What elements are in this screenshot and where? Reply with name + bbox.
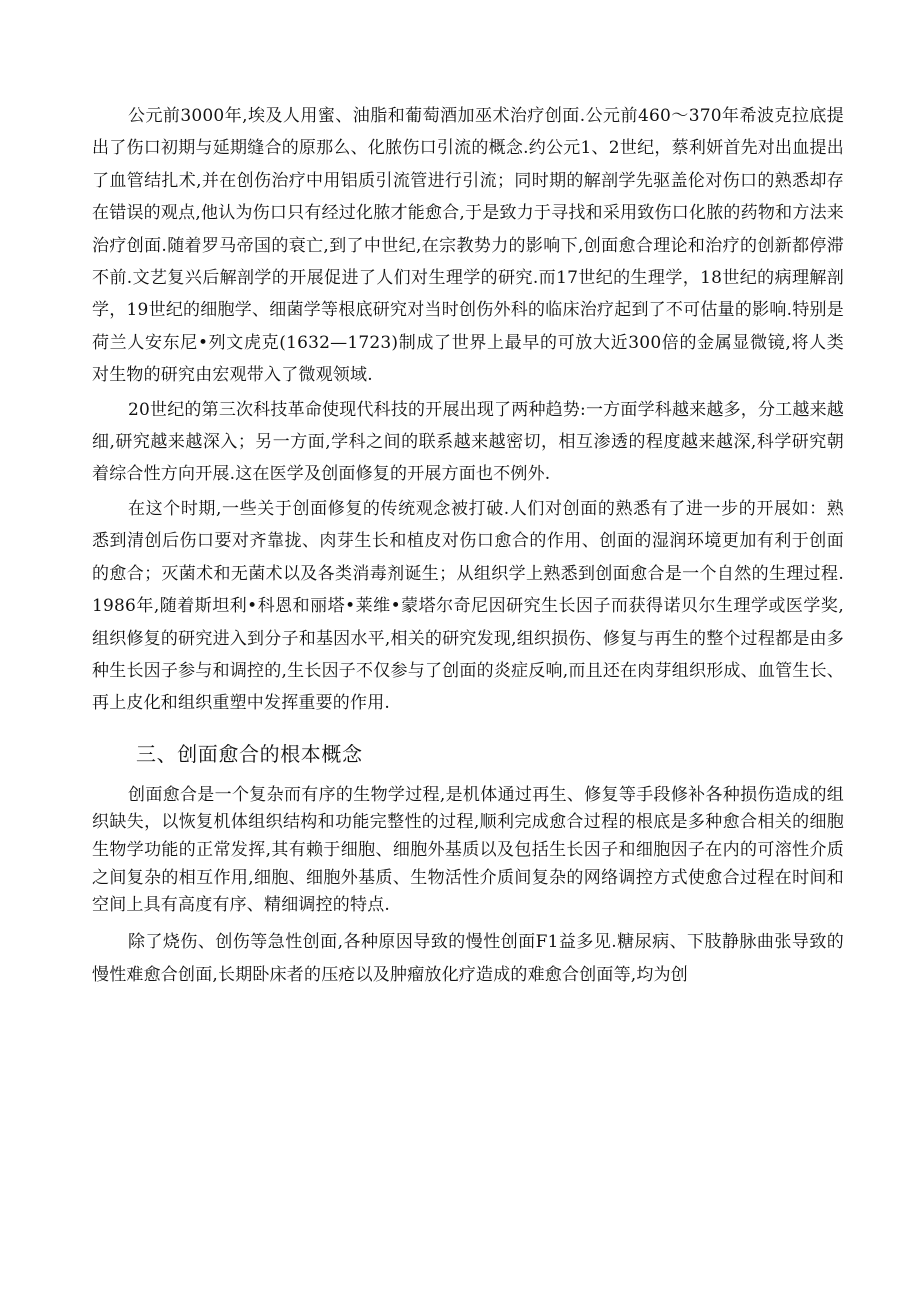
document-body: [92, 100, 844, 993]
paragraph-20th-century: 20世纪的第三次科技革命使现代科技的开展出现了两种趋势:一方面学科越来越多，分工越来越细,研究越来越深入；另一方面,学科之间的联系越来越密切，相互渗透的程度越来越深,科学研究朝着综合性方向开展.这在医学及创面修复的开展方面也不例外.: [92, 399, 844, 485]
paragraph-healing-definition: 创面愈合是一个复杂而有序的生物学过程,是机体通过再生、修复等手段修补各种损伤造成的组织缺失，以恢复机体组织结构和功能完整性的过程,顺利完成愈合过程的根底是多种愈合相关的细胞生物学功能的正常发挥,其有赖于细胞、细胞外基质以及包括生长因子和细胞因子在内的可溶性介质之间复杂的相互作用,细胞、细胞外基质、生物活性介质间复杂的网络调控方式使愈合过程在时间和空间上具有高度有序、精细调控的特点.: [92, 784, 844, 916]
section-heading: 三、创面愈合的根本概念: [136, 741, 363, 766]
paragraph-chronic-wounds: 除了烧伤、创伤等急性创面,各种原因导致的慢性创面F1益多见.糖尿病、下肢静脉曲张导致的慢性难愈合创面,长期卧床者的压疮以及肿瘤放化疗造成的难愈合创面等,均为创: [92, 931, 844, 986]
paragraph-modern-concepts: 在这个时期,一些关于创面修复的传统观念被打破.人们对创面的熟悉有了进一步的开展如：熟悉到清创后伤口要对齐靠拢、肉芽生长和植皮对伤口愈合的作用、创面的湿润环境更加有利于创面的愈合；灭菌术和无菌术以及各类消毒剂诞生；从组织学上熟悉到创面愈合是一个自然的生理过程.1986年,随着斯坦利•科恩和丽塔•莱维•蒙塔尔奇尼因研究生长因子而获得诺贝尔生理学或医学奖,组织修复的研究进入到分子和基因水平,相关的研究发现,组织损伤、修复与再生的整个过程都是由多种生长因子参与和调控的,生长因子不仅参与了创面的炎症反响,而且还在肉芽组织形成、血管生长、再上皮化和组织重塑中发挥重要的作用.: [92, 498, 844, 714]
paragraph-history-ancient: 公元前3000年,埃及人用蜜、油脂和葡萄酒加巫术治疗创面.公元前460～370年希波克拉底提出了伤口初期与延期缝合的原那么、化脓伤口引流的概念.约公元1、2世纪，蔡利妍首先对出血提出了血管结扎术,并在创伤治疗中用铝质引流管进行引流；同时期的解剖学先驱盖伦对伤口的熟悉却存在错误的观点,他认为伤口只有经过化脓才能愈合,于是致力于寻找和采用致伤口化脓的药物和方法来治疗创面.随着罗马帝国的衰亡,到了中世纪,在宗教势力的影响下,创面愈合理论和治疗的创新都停滞不前.文艺复兴后解剖学的开展促进了人们对生理学的研究.而17世纪的生理学，18世纪的病理解剖学，19世纪的细胞学、细菌学等根底研究对当时创伤外科的临床治疗起到了不可估量的影响.特别是荷兰人安东尼•列文虎克(1632—1723)制成了世界上最早的可放大近300倍的金属显微镜,将人类对生物的研究由宏观带入了微观领域.: [92, 106, 844, 386]
